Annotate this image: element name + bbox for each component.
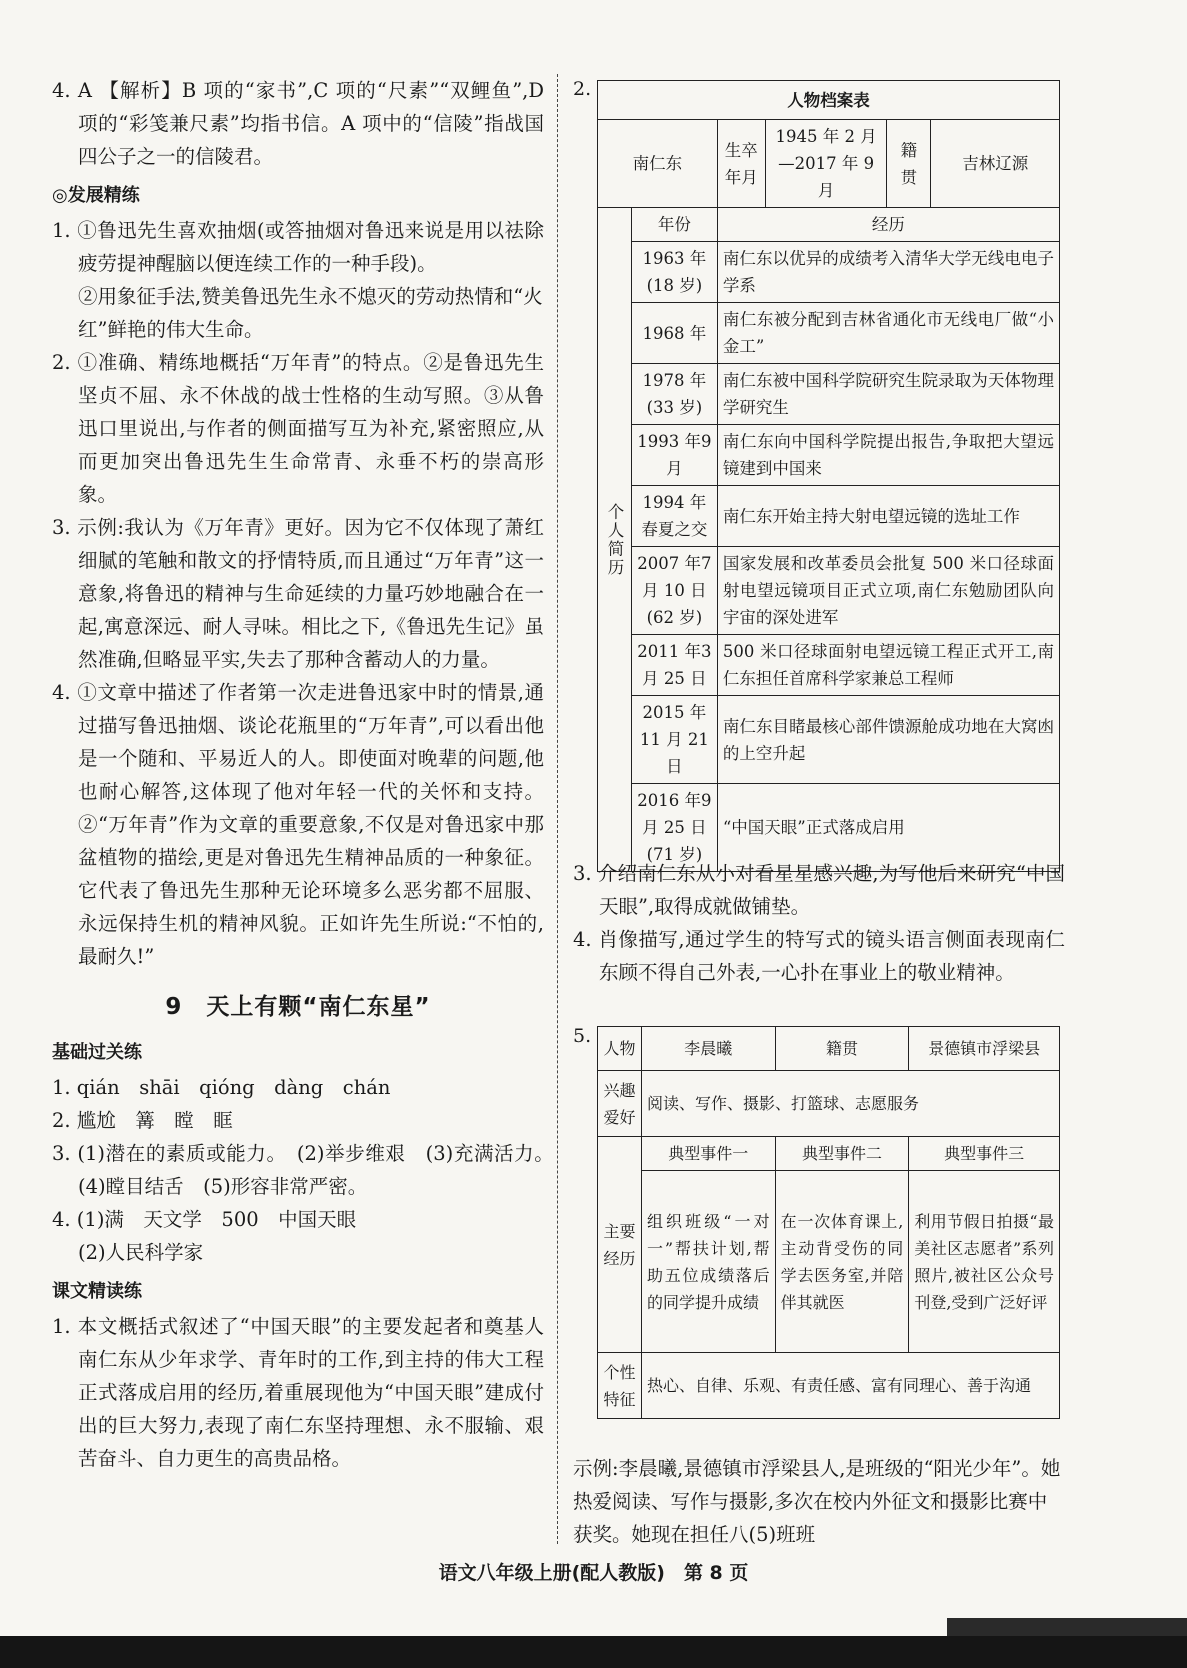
archive-exp: 南仁东目睹最核心部件馈源舱成功地在大窝凼的上空升起	[717, 696, 1059, 784]
archive-year: 2016 年9 月 25 日(71 岁)	[631, 784, 717, 872]
archive-year: 2011 年3 月 25 日	[631, 635, 717, 696]
example-text: 示例:李晨曦,景德镇市浮梁县人,是班级的“阳光少年”。她热爱阅读、写作与摄影,多次在校内外征文和摄影比赛中获奖。她现在担任八(5)班班	[573, 1457, 1061, 1546]
archive-exp: 南仁东开始主持大射电望远镜的选址工作	[717, 486, 1059, 547]
develop-2: 2. ①准确、精练地概括“万年青”的特点。②是鲁迅先生坚贞不屈、永不休战的战士性格的生动写照。③从鲁迅口里说出,与作者的侧面描写互为补充,紧密照应,从而更加突出鲁迅先生生命常青、永垂不朽的崇高形象。	[52, 351, 544, 506]
event-head-3: 典型事件三	[909, 1137, 1060, 1171]
archive-exp: 国家发展和改革委员会批复 500 米口径球面射电望远镜项目正式立项,南仁东勉励团队向宇宙的深处进军	[717, 547, 1059, 635]
section-reading: 课文精读练	[52, 1281, 142, 1302]
archive-year: 1994 年春夏之交	[631, 486, 717, 547]
event-2: 在一次体育课上,主动背受伤的同学去医务室,并陪伴其就医	[775, 1171, 909, 1353]
answer-4-intro: 4. A 【解析】B 项的“家书”,C 项的“尺素”“双鲤鱼”,D 项的“彩笺兼尺素”均指书信。A 项中的“信陵”指战国四公子之一的信陵君。	[52, 79, 544, 168]
archive-year: 2007 年7 月 10 日(62 岁)	[631, 547, 717, 635]
event-1: 组织班级“一对一”帮扶计划,帮助五位成绩落后的同学提升成绩	[641, 1171, 775, 1353]
reading-1: 1. 本文概括式叙述了“中国天眼”的主要发起者和奠基人南仁东从少年求学、青年时的工作,到主持的伟大工程正式落成启用的经历,着重展现他为“中国天眼”建成付出的巨大努力,表现了南仁东坚持理想、永不服输、艰苦奋斗、自力更生的高贵品格。	[52, 1315, 544, 1470]
archive-resume-label: 个人简历	[598, 208, 632, 872]
archive-year: 1968 年	[631, 303, 717, 364]
answer-4: 4. 肖像描写,通过学生的特写式的镜头语言侧面表现南仁东顾不得自己外表,一心扑在事业上的敬业精神。	[573, 928, 1065, 984]
basic-1: 1. qián shāi qióng dàng chán	[52, 1076, 391, 1099]
event-head-2: 典型事件二	[775, 1137, 909, 1171]
left-column	[52, 74, 564, 1475]
archive-year: 1963 年(18 岁)	[631, 242, 717, 303]
basic-3: 3. (1)潜在的素质或能力。 (2)举步维艰 (3)充满活力。 (4)瞠目结舌 (5)形容非常严密。	[52, 1142, 564, 1198]
scan-mark	[947, 1618, 1187, 1636]
archive-name: 南仁东	[598, 120, 718, 208]
archive-exp: 南仁东向中国科学院提出报告,争取把大望远镜建到中国来	[717, 425, 1059, 486]
archive-exp: 南仁东被分配到吉林省通化市无线电厂做“小金工”	[717, 303, 1059, 364]
student-hobby-value: 阅读、写作、摄影、打篮球、志愿服务	[641, 1071, 1059, 1137]
archive-origin-value: 吉林辽源	[931, 120, 1060, 208]
archive-title: 人物档案表	[598, 81, 1060, 120]
archive-year: 1993 年9 月	[631, 425, 717, 486]
archive-exp: “中国天眼”正式落成启用	[717, 784, 1059, 872]
student-exp-label: 主要经历	[598, 1137, 642, 1353]
question-2-number: 2.	[573, 78, 592, 100]
student-origin-value: 景德镇市浮梁县	[909, 1027, 1060, 1071]
archive-origin-label: 籍贯	[887, 120, 931, 208]
archive-exp: 南仁东被中国科学院研究生院录取为天体物理学研究生	[717, 364, 1059, 425]
develop-1a: 1. ①鲁迅先生喜欢抽烟(或答抽烟对鲁迅来说是用以祛除疲劳提神醒脑以便连续工作的一种手段)。	[52, 219, 544, 275]
archive-col-year: 年份	[631, 208, 717, 242]
basic-2: 2. 尴尬 篝 瞠 眶	[52, 1109, 233, 1132]
scan-bottom-bar	[0, 1636, 1187, 1668]
right-answers-3-4	[573, 857, 1065, 989]
basic-4b: (2)人民科学家	[78, 1241, 204, 1264]
develop-3: 3. 示例:我认为《万年青》更好。因为它不仅体现了萧红细腻的笔触和散文的抒情特质,而且通过“万年青”这一意象,将鲁迅的精神与生命延续的力量巧妙地融合在一起,寓意深远、耐人寻味。相比之下,《鲁迅先生记》虽然准确,但略显平实,失去了那种含蓄动人的力量。	[52, 516, 544, 671]
event-head-1: 典型事件一	[641, 1137, 775, 1171]
event-3: 利用节假日拍摄“最美社区志愿者”系列照片,被社区公众号刊登,受到广泛好评	[909, 1171, 1060, 1353]
archive-col-exp: 经历	[717, 208, 1059, 242]
archive-table	[597, 80, 1060, 872]
question-5-number: 5.	[573, 1025, 592, 1047]
archive-year: 2015 年11 月 21 日	[631, 696, 717, 784]
student-hobby-label: 兴趣爱好	[598, 1071, 642, 1137]
student-table	[597, 1026, 1060, 1419]
right-example	[573, 1452, 1065, 1551]
student-origin-label: 籍贯	[775, 1027, 909, 1071]
basic-4a: 4. (1)满 天文学 500 中国天眼	[52, 1208, 357, 1231]
develop-1b: ②用象征手法,赞美鲁迅先生永不熄灭的劳动热情和“火红”鲜艳的伟大生命。	[78, 285, 543, 341]
archive-birth-value: 1945 年 2 月—2017 年 9 月	[765, 120, 887, 208]
student-trait-label: 个性特征	[598, 1353, 642, 1419]
student-trait-value: 热心、自律、乐观、有责任感、富有同理心、善于沟通	[641, 1353, 1059, 1419]
page-footer: 语文八年级上册(配人教版) 第 8 页	[438, 1562, 749, 1584]
archive-year: 1978 年(33 岁)	[631, 364, 717, 425]
archive-birth-label: 生卒年月	[717, 120, 765, 208]
student-person-value: 李晨曦	[641, 1027, 775, 1071]
column-divider	[557, 74, 558, 1544]
student-person-label: 人物	[598, 1027, 642, 1071]
answer-3: 3. 介绍南仁东从小对看星星感兴趣,为写他后来研究“中国天眼”,取得成就做铺垫。	[573, 862, 1065, 918]
section-basic: 基础过关练	[52, 1042, 142, 1063]
section-develop: ◎发展精练	[52, 185, 140, 206]
develop-4: 4. ①文章中描述了作者第一次走进鲁迅家中时的情景,通过描写鲁迅抽烟、谈论花瓶里的“万年青”,可以看出他是一个随和、平易近人的人。即使面对晚辈的问题,他也耐心解答,这体现了他对年轻一代的关怀和支持。②“万年青”作为文章的重要意象,不仅是对鲁迅家中那盆植物的描绘,更是对鲁迅先生精神品质的一种象征。它代表了鲁迅先生那种无论环境多么恶劣都不屈服、永远保持生机的精神风貌。正如许先生所说:“不怕的,最耐久!”	[52, 681, 544, 968]
archive-exp: 南仁东以优异的成绩考入清华大学无线电电子学系	[717, 242, 1059, 303]
lesson-title: 9 天上有颗“南仁东星”	[165, 994, 431, 1020]
archive-exp: 500 米口径球面射电望远镜工程正式开工,南仁东担任首席科学家兼总工程师	[717, 635, 1059, 696]
